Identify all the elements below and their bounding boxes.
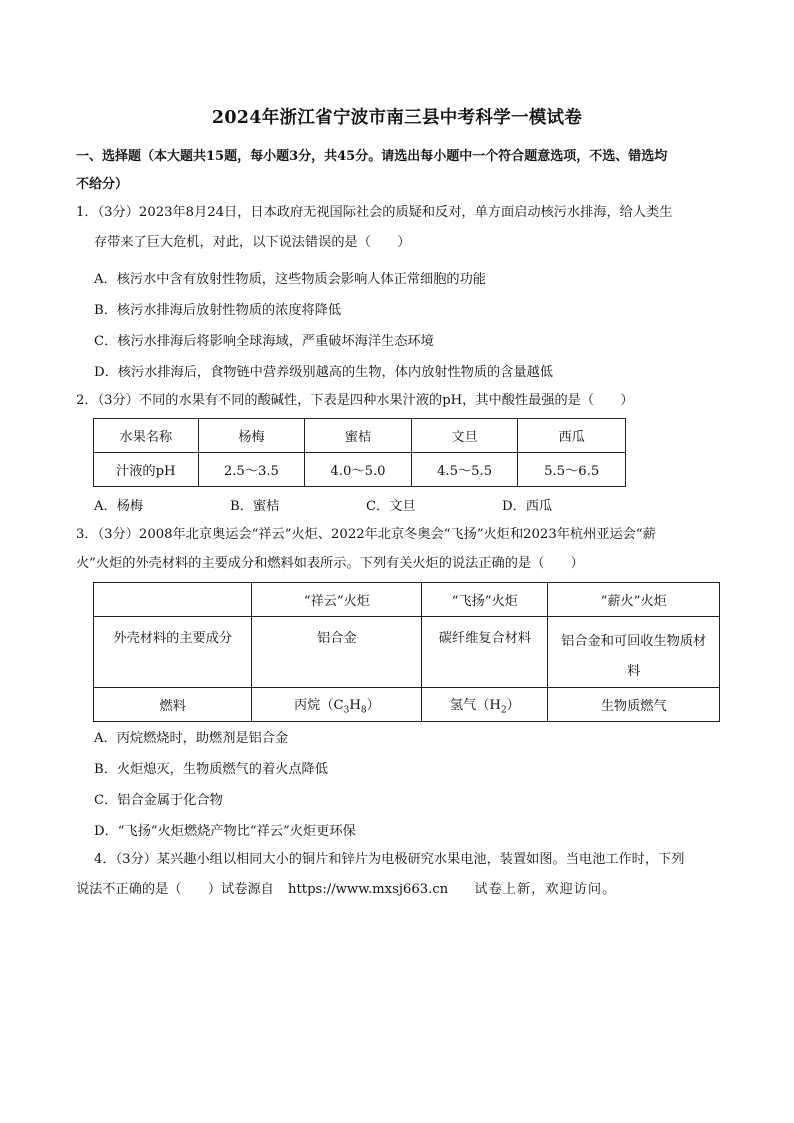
q3-cell: 燃料 bbox=[94, 688, 252, 722]
q3-stem-cont: 火”火炬的外壳材料的主要成分和燃料如表所示。下列有关火炬的说法正确的是（ ） bbox=[76, 556, 584, 571]
q4-stem-text: 试卷上新，欢迎访问。 bbox=[474, 882, 617, 897]
q2-cell: 4.5～5.5 bbox=[411, 453, 518, 487]
q2-cell: 汁液的pH bbox=[94, 453, 199, 487]
q1-option-c: C．核污水排海后将影响全球海域，严重破坏海洋生态环境 bbox=[94, 334, 434, 349]
q3-stem: 3．（3分）2008年北京奥运会“祥云”火炬、2022年北京冬奥会“飞扬”火炬和2023年杭州亚运会“薪 bbox=[76, 527, 656, 542]
page-title: 2024年浙江省宁波市南三县中考科学一模试卷 bbox=[211, 108, 583, 128]
section-heading-cont: 不给分） bbox=[76, 177, 129, 192]
q2-stem: 2．（3分）不同的水果有不同的酸碱性，下表是四种水果汁液的pH，其中酸性最强的是（ ） bbox=[76, 393, 634, 408]
q2-option-a: A．杨梅 bbox=[94, 499, 144, 514]
q3-cell-text: ） bbox=[366, 697, 380, 713]
q2-cell: 2.5～3.5 bbox=[198, 453, 305, 487]
q1-option-d: D．核污水排海后，食物链中营养级别越高的生物，体内放射性物质的含量越低 bbox=[94, 365, 553, 380]
q3-cell-line: 料 bbox=[627, 664, 641, 679]
section-heading: 一、选择题（本大题共15题，每小题3分，共45分。请选出每小题中一个符合题意选项，不选、错选均 bbox=[76, 149, 668, 164]
q3-subscript: 2 bbox=[500, 705, 507, 716]
q1-option-a: A．核污水中含有放射性物质，这些物质会影响人体正常细胞的功能 bbox=[94, 272, 486, 287]
q3-header-cell: “祥云”火炬 bbox=[252, 583, 422, 617]
q2-header-cell: 蜜桔 bbox=[305, 419, 412, 453]
q3-cell: 生物质燃气 bbox=[548, 688, 720, 722]
q4-source-link[interactable]: https://www.mxsj663.cn bbox=[288, 882, 449, 897]
q3-cell-text: 丙烷（C bbox=[293, 697, 344, 713]
q2-cell: 4.0～5.0 bbox=[305, 453, 412, 487]
q2-cell: 5.5～6.5 bbox=[518, 453, 626, 487]
q2-option-c: C．文旦 bbox=[366, 499, 416, 514]
q3-cell: 碳纤维复合材料 bbox=[422, 617, 548, 688]
q3-cell-text: 氢气（H bbox=[449, 697, 501, 713]
q3-header-cell: “薪火”火炬 bbox=[548, 583, 720, 617]
q3-cell bbox=[252, 688, 422, 722]
q2-header-cell: 文旦 bbox=[411, 419, 518, 453]
q2-option-d: D．西瓜 bbox=[502, 499, 553, 514]
q3-cell-line: 铝合金和可回收生物质材 bbox=[561, 634, 707, 649]
q2-option-b: B．蜜桔 bbox=[230, 499, 280, 514]
q3-option-b: B．火炬熄灭，生物质燃气的着火点降低 bbox=[94, 762, 328, 777]
q2-header-cell: 杨梅 bbox=[198, 419, 305, 453]
q3-cell-text: ） bbox=[506, 697, 520, 713]
q3-subscript: 8 bbox=[360, 705, 367, 716]
q3-option-a: A．丙烷燃烧时，助燃剂是铝合金 bbox=[94, 731, 289, 746]
q3-cell: 铝合金 bbox=[252, 617, 422, 688]
q3-cell bbox=[548, 617, 720, 688]
q1-stem-cont: 存带来了巨大危机，对此，以下说法错误的是（ ） bbox=[94, 235, 411, 250]
q3-option-c: C．铝合金属于化合物 bbox=[94, 793, 223, 808]
q1-stem: 1．（3分）2023年8月24日，日本政府无视国际社会的质疑和反对，单方面启动核污水排海，给人类生 bbox=[76, 205, 673, 220]
q3-table bbox=[93, 582, 720, 722]
q2-table bbox=[93, 418, 626, 487]
q2-header-cell: 水果名称 bbox=[94, 419, 199, 453]
q3-header-cell: “飞扬”火炬 bbox=[422, 583, 548, 617]
q3-option-d: D．“飞扬”火炬燃烧产物比“祥云”火炬更环保 bbox=[94, 824, 356, 839]
q4-stem-cont bbox=[76, 880, 616, 900]
q4-stem: 4．（3分）某兴趣小组以相同大小的铜片和锌片为电极研究水果电池，装置如图。当电池工作时，下列 bbox=[94, 852, 685, 867]
q3-cell-text: H bbox=[349, 697, 361, 713]
q3-cell bbox=[422, 688, 548, 722]
q3-subscript: 3 bbox=[343, 705, 350, 716]
q4-stem-text: 说法不正确的是（ ）试卷源自 bbox=[76, 882, 274, 897]
q1-option-b: B．核污水排海后放射性物质的浓度将降低 bbox=[94, 303, 342, 318]
q2-header-cell: 西瓜 bbox=[518, 419, 626, 453]
q3-header-cell bbox=[94, 583, 252, 617]
q3-cell: 外壳材料的主要成分 bbox=[94, 617, 252, 688]
